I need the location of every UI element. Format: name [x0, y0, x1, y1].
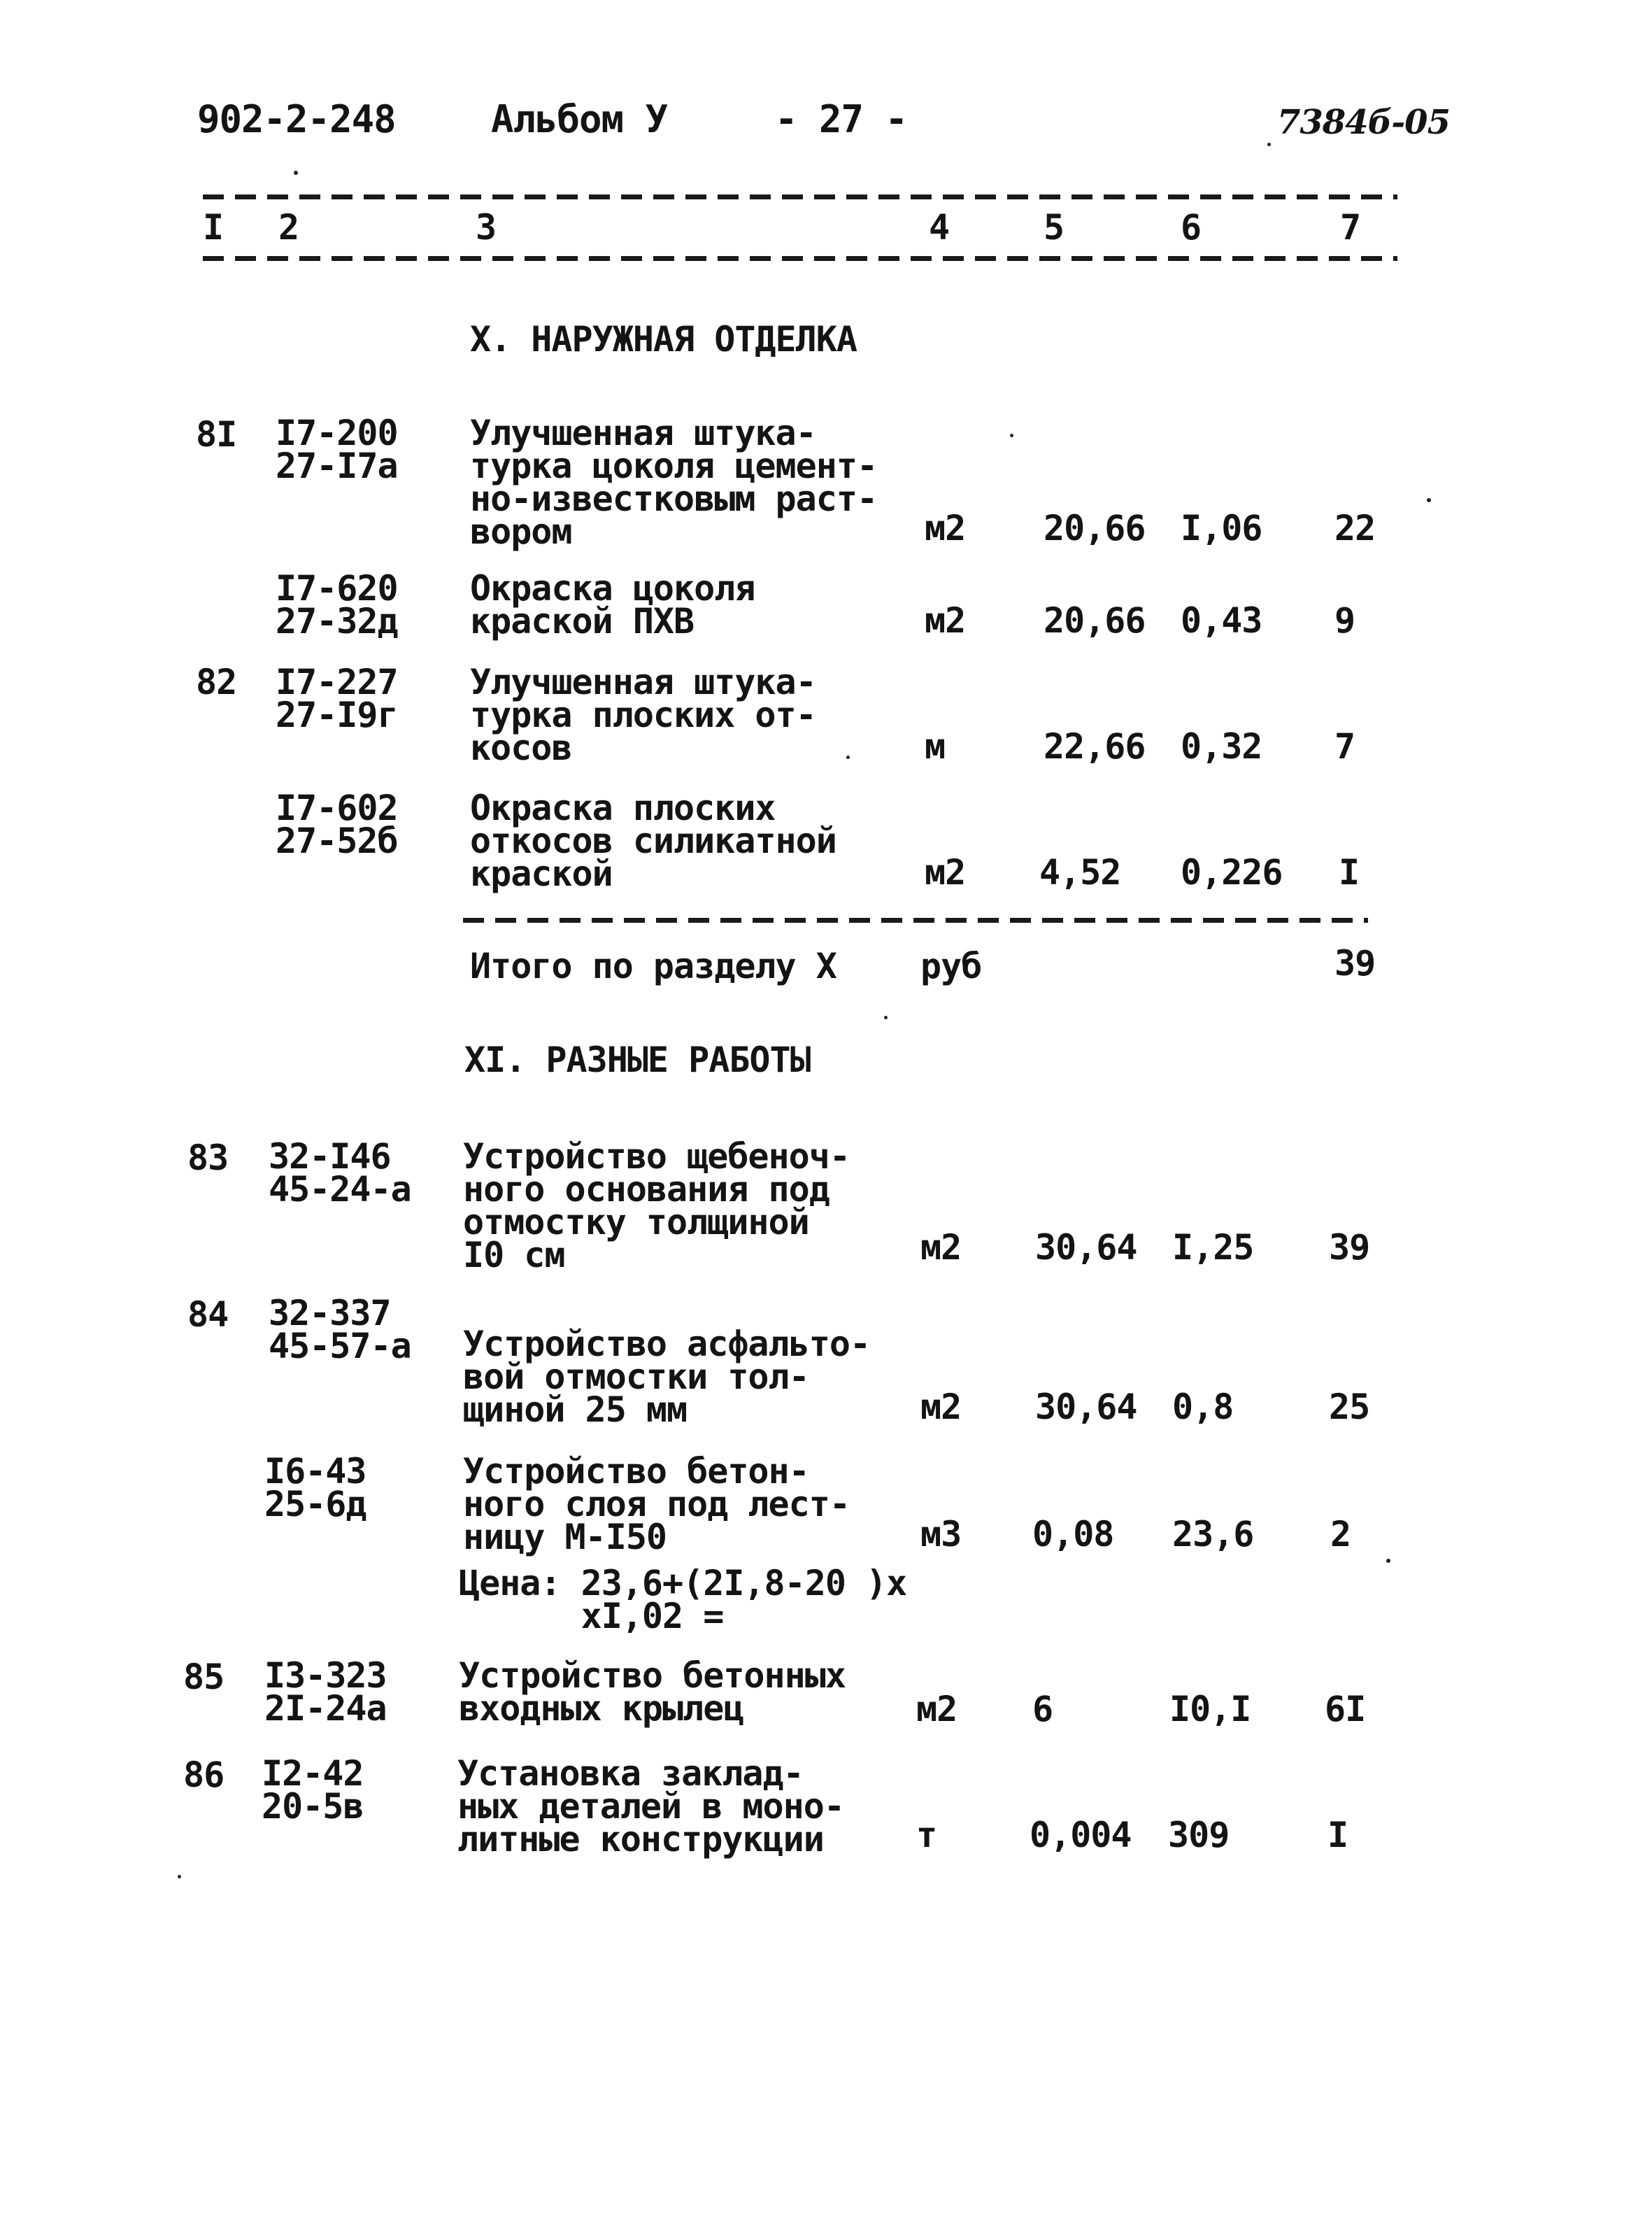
row-total: 22	[1334, 508, 1376, 548]
row-codes: I6-43 25-6д	[264, 1451, 366, 1524]
row-quantity: 22,66	[1044, 726, 1146, 767]
row-price: I,06	[1181, 508, 1262, 548]
column-header-7: 7	[1340, 207, 1361, 248]
inventory-number: 7384б-05	[1277, 103, 1450, 142]
row-description: Установка заклад- ных деталей в моно- литные конструкции	[457, 1753, 844, 1860]
price-formula-note: Цена: 23,6+(2I,8-20 )x xI,02 =	[459, 1563, 907, 1636]
row-codes: I7-200 27-I7а	[276, 413, 398, 486]
row-codes: I7-602 27-52б	[276, 788, 398, 861]
row-description: Окраска плоских откосов силикатной краской	[470, 788, 836, 894]
page-number: - 27 -	[775, 97, 908, 141]
row-price: 0,8	[1172, 1387, 1234, 1427]
row-total: 25	[1329, 1387, 1370, 1427]
row-codes: 32-I46 45-24-а	[269, 1136, 411, 1210]
section-title: XI. РАЗНЫЕ РАБОТЫ	[464, 1040, 811, 1080]
column-header-4: 4	[929, 207, 950, 248]
column-header-6: 6	[1181, 207, 1202, 248]
header-rule-top	[203, 194, 1397, 199]
row-codes: I3-323 2I-24а	[264, 1655, 387, 1729]
scan-speck	[1267, 143, 1271, 146]
row-codes: I7-227 27-I9г	[276, 662, 398, 735]
document-code: 902-2-248	[197, 97, 396, 141]
row-quantity: 0,08	[1032, 1514, 1114, 1554]
column-header-2: 2	[278, 207, 299, 248]
header-rule-bottom	[203, 256, 1397, 261]
row-codes: I7-620 27-32д	[276, 568, 398, 642]
scan-speck	[1386, 1559, 1390, 1563]
row-unit: м	[925, 726, 946, 767]
row-number: 8I	[196, 414, 237, 455]
row-quantity: 0,004	[1030, 1815, 1132, 1855]
section-title: X. НАРУЖНАЯ ОТДЕЛКА	[470, 319, 857, 360]
row-unit: т	[916, 1815, 937, 1855]
row-price: 0,43	[1181, 600, 1262, 641]
row-number: 82	[196, 662, 237, 702]
row-total: I	[1327, 1815, 1348, 1855]
row-price: 309	[1168, 1815, 1230, 1855]
row-unit: м2	[920, 1387, 962, 1427]
row-unit: м2	[920, 1227, 962, 1268]
column-header-1: I	[203, 207, 224, 248]
row-description: Окраска цоколя краской ПХВ	[470, 568, 755, 642]
column-header-3: 3	[476, 207, 497, 248]
scan-speck	[178, 1875, 181, 1878]
row-codes: 32-337 45-57-а	[269, 1293, 411, 1366]
row-price: 0,226	[1181, 852, 1283, 893]
row-number: 85	[183, 1657, 225, 1697]
row-number: 83	[187, 1138, 229, 1178]
subtotal-rule	[463, 918, 1368, 923]
row-description: Устройство асфальто- вой отмостки тол- щиной 25 мм	[463, 1324, 871, 1430]
row-quantity: 30,64	[1035, 1387, 1137, 1427]
row-number: 84	[187, 1294, 229, 1335]
row-description: Улучшенная штука- турка плоских от- косов	[470, 662, 816, 768]
subtotal-total: 39	[1334, 943, 1376, 984]
row-total: 9	[1334, 600, 1355, 641]
row-description: Устройство бетонных входных крылец	[459, 1655, 846, 1729]
row-description: Улучшенная штука- турка цоколя цемент- но-известковым раст- вором	[470, 413, 878, 552]
row-codes: I2-42 20-5в	[262, 1753, 364, 1827]
row-total: 6I	[1325, 1689, 1366, 1729]
row-total: 39	[1329, 1227, 1370, 1268]
scan-speck	[294, 171, 298, 175]
row-unit: м3	[920, 1514, 962, 1554]
row-price: I0,I	[1169, 1689, 1251, 1729]
row-total: 7	[1334, 726, 1355, 767]
row-price: 23,6	[1172, 1514, 1254, 1554]
row-price: 0,32	[1181, 726, 1262, 767]
scan-speck	[1010, 434, 1013, 437]
subtotal-label: Итого по разделу X	[470, 946, 836, 986]
row-quantity: 20,66	[1044, 508, 1146, 548]
row-quantity: 30,64	[1035, 1227, 1137, 1268]
row-description: Устройство бетон- ного слоя под лест- ницу М-I50	[463, 1451, 850, 1557]
row-description: Устройство щебеноч- ного основания под отмостку толщиной I0 см	[463, 1136, 850, 1275]
scan-speck	[1427, 498, 1431, 502]
row-quantity: 6	[1032, 1689, 1053, 1729]
row-unit: м2	[916, 1689, 957, 1729]
album-label: Альбом У	[491, 97, 668, 141]
column-header-5: 5	[1044, 207, 1064, 248]
row-unit: м2	[925, 508, 966, 548]
row-unit: м2	[925, 600, 966, 641]
scan-speck	[846, 756, 850, 759]
subtotal-unit: руб	[920, 946, 982, 986]
row-quantity: 20,66	[1044, 600, 1146, 641]
row-price: I,25	[1172, 1227, 1254, 1268]
row-number: 86	[183, 1755, 225, 1795]
scan-speck	[884, 1016, 888, 1019]
row-total: I	[1339, 852, 1360, 893]
row-total: 2	[1330, 1514, 1351, 1554]
row-quantity: 4,52	[1039, 852, 1121, 893]
row-unit: м2	[925, 852, 966, 893]
